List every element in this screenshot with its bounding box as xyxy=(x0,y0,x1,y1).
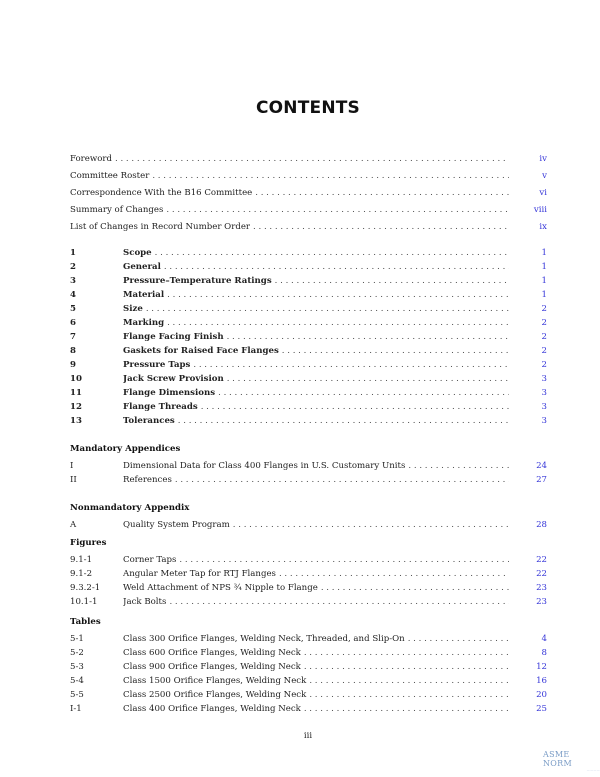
appendix-number: I xyxy=(70,461,74,471)
toc-entry-summary-of-changes[interactable] xyxy=(70,203,547,217)
toc-appendix-A[interactable] xyxy=(70,518,547,532)
appendix-number: II xyxy=(70,475,77,485)
dot-leader xyxy=(233,518,509,532)
toc-page-link[interactable]: 3 xyxy=(541,402,547,412)
toc-table-5-2[interactable] xyxy=(70,646,547,660)
toc-label: Angular Meter Tap for RTJ Flanges xyxy=(123,569,276,579)
toc-label: Jack Screw Provision xyxy=(123,374,224,384)
section-number: 3 xyxy=(70,276,76,286)
toc-label: Class 300 Orifice Flanges, Welding Neck, Threaded, and Slip-On xyxy=(123,634,405,644)
section-number: 13 xyxy=(70,416,82,426)
toc-page-link[interactable]: 2 xyxy=(541,332,547,342)
section-number: 11 xyxy=(70,388,82,398)
toc-page-link[interactable]: 3 xyxy=(541,416,547,426)
toc-page-link[interactable]: 22 xyxy=(536,569,547,579)
page-title: CONTENTS xyxy=(255,98,361,118)
toc-label: Flange Dimensions xyxy=(123,388,216,398)
section-heading-figures: Figures xyxy=(70,538,107,548)
toc-label: Quality System Program xyxy=(123,520,230,530)
dot-leader xyxy=(178,414,509,428)
section-number: 8 xyxy=(70,346,76,356)
dot-leader xyxy=(166,203,509,217)
toc-page-link[interactable]: 24 xyxy=(536,461,547,471)
toc-page-link[interactable]: 1 xyxy=(541,276,547,286)
section-number: 10 xyxy=(70,374,82,384)
toc-page-link[interactable]: 4 xyxy=(541,634,547,644)
dot-leader xyxy=(175,473,509,487)
dot-leader xyxy=(321,581,509,595)
toc-table-5-4[interactable] xyxy=(70,674,547,688)
toc-figure-9-1-1[interactable] xyxy=(70,553,547,567)
toc-label: Jack Bolts xyxy=(123,597,167,607)
appendix-number: A xyxy=(70,520,77,530)
dot-leader xyxy=(279,567,509,581)
toc-figure-9-1-2[interactable] xyxy=(70,567,547,581)
toc-page-link[interactable]: 1 xyxy=(541,290,547,300)
toc-label: Gaskets for Raised Face Flanges xyxy=(123,346,279,356)
toc-section-6[interactable] xyxy=(70,316,547,330)
toc-page-link[interactable]: 1 xyxy=(541,262,547,272)
toc-page-link[interactable]: 2 xyxy=(541,360,547,370)
toc-page-link[interactable]: 23 xyxy=(536,597,547,607)
figure-number: 9.3.2-1 xyxy=(70,583,101,593)
dot-leader xyxy=(408,632,509,646)
dot-leader xyxy=(167,288,509,302)
toc-table-5-3[interactable] xyxy=(70,660,547,674)
table-number: 5-1 xyxy=(70,634,84,644)
toc-entry-foreword[interactable] xyxy=(70,152,547,166)
toc-page-link[interactable]: 28 xyxy=(536,520,547,530)
dot-leader xyxy=(218,386,509,400)
section-number: 6 xyxy=(70,318,76,328)
section-number: 9 xyxy=(70,360,76,370)
toc-label: Material xyxy=(123,290,165,300)
figure-number: 9.1-1 xyxy=(70,555,93,565)
toc-appendix-I[interactable] xyxy=(70,459,547,473)
toc-label: Flange Threads xyxy=(123,402,198,412)
section-number: 7 xyxy=(70,332,76,342)
toc-table-5-5[interactable] xyxy=(70,688,547,702)
toc-label: Committee Roster xyxy=(70,171,150,181)
table-number: 5-4 xyxy=(70,676,84,686)
dot-leader xyxy=(255,186,509,200)
toc-page-link[interactable]: 2 xyxy=(541,346,547,356)
toc-section-3[interactable] xyxy=(70,274,547,288)
table-number: 5-5 xyxy=(70,690,84,700)
toc-section-9[interactable] xyxy=(70,358,547,372)
dot-leader xyxy=(282,344,509,358)
dot-leader xyxy=(193,358,509,372)
toc-section-4[interactable] xyxy=(70,288,547,302)
toc-page-link[interactable]: 2 xyxy=(541,304,547,314)
toc-label: Flange Facing Finish xyxy=(123,332,224,342)
toc-label: Foreword xyxy=(70,154,112,164)
dot-leader xyxy=(146,302,509,316)
toc-section-5[interactable] xyxy=(70,302,547,316)
toc-page-link[interactable]: 20 xyxy=(536,690,547,700)
section-heading-tables: Tables xyxy=(70,617,101,627)
toc-table-I-1[interactable] xyxy=(70,702,547,716)
toc-label: Marking xyxy=(123,318,165,328)
toc-section-8[interactable] xyxy=(70,344,547,358)
toc-figure-9-3-2-1[interactable] xyxy=(70,581,547,595)
section-heading-nonmandatory-appendix: Nonmandatory Appendix xyxy=(70,503,190,513)
toc-entry-list-of-changes[interactable] xyxy=(70,220,547,234)
toc-label: Class 1500 Orifice Flanges, Welding Neck xyxy=(123,676,307,686)
section-number: 4 xyxy=(70,290,76,300)
toc-section-10[interactable] xyxy=(70,372,547,386)
dot-leader xyxy=(152,169,509,183)
toc-page-link[interactable]: vi xyxy=(539,188,547,198)
toc-page-link[interactable]: ix xyxy=(539,222,547,232)
table-number: I-1 xyxy=(70,704,82,714)
toc-section-2[interactable] xyxy=(70,260,547,274)
toc-page-link[interactable]: 3 xyxy=(541,374,547,384)
dot-leader xyxy=(408,459,509,473)
toc-label: Class 400 Orifice Flanges, Welding Neck xyxy=(123,704,301,714)
section-number: 5 xyxy=(70,304,76,314)
toc-label: Weld Attachment of NPS ¾ Nipple to Flange xyxy=(123,583,318,593)
dot-leader xyxy=(309,674,509,688)
toc-label: Class 2500 Orifice Flanges, Welding Neck xyxy=(123,690,307,700)
toc-page-link[interactable]: iv xyxy=(539,154,547,164)
toc-table-5-1[interactable] xyxy=(70,632,547,646)
toc-page-link[interactable]: 12 xyxy=(536,662,547,672)
dot-leader xyxy=(201,400,509,414)
section-heading-mandatory-appendices: Mandatory Appendices xyxy=(70,444,181,454)
toc-label: Tolerances xyxy=(123,416,175,426)
toc-page-link[interactable]: 16 xyxy=(536,676,547,686)
dot-leader xyxy=(179,553,509,567)
toc-page-link[interactable]: 27 xyxy=(536,475,547,485)
toc-section-12[interactable] xyxy=(70,400,547,414)
toc-page-link[interactable]: 23 xyxy=(536,583,547,593)
dot-leader xyxy=(167,316,509,330)
toc-page-link[interactable]: 22 xyxy=(536,555,547,565)
toc-page-link[interactable]: 1 xyxy=(541,248,547,258)
toc-label: Correspondence With the B16 Committee xyxy=(70,188,253,198)
toc-appendix-II[interactable] xyxy=(70,473,547,487)
toc-page-link[interactable]: 8 xyxy=(541,648,547,658)
toc-label: List of Changes in Record Number Order xyxy=(70,222,251,232)
dot-leader xyxy=(115,152,509,166)
toc-page-link[interactable]: viii xyxy=(533,205,547,215)
section-number: 1 xyxy=(70,248,76,258)
dot-leader xyxy=(253,220,509,234)
toc-label: Dimensional Data for Class 400 Flanges in U.S. Customary Units xyxy=(123,461,406,471)
dot-leader xyxy=(227,330,509,344)
toc-section-11[interactable] xyxy=(70,386,547,400)
toc-entry-correspondence[interactable] xyxy=(70,186,547,200)
toc-section-7[interactable] xyxy=(70,330,547,344)
table-number: 5-2 xyxy=(70,648,84,658)
toc-label: Pressure–Temperature Ratings xyxy=(123,276,272,286)
toc-page-link[interactable]: v xyxy=(542,171,547,181)
dot-leader xyxy=(227,372,509,386)
table-number: 5-3 xyxy=(70,662,84,672)
dot-leader xyxy=(169,595,509,609)
toc-label: Scope xyxy=(123,248,152,258)
asme-norm-watermark-logo xyxy=(543,750,600,772)
toc-label: Pressure Taps xyxy=(123,360,191,370)
figure-number: 9.1-2 xyxy=(70,569,93,579)
section-number: 2 xyxy=(70,262,76,272)
toc-page-link[interactable]: 25 xyxy=(536,704,547,714)
dot-leader xyxy=(304,702,509,716)
watermark-text: ASME NORM xyxy=(543,750,572,768)
toc-label: Summary of Changes xyxy=(70,205,164,215)
page-number: iii xyxy=(303,731,313,741)
toc-entry-committee-roster[interactable] xyxy=(70,169,547,183)
toc-label: References xyxy=(123,475,172,485)
dot-leader xyxy=(275,274,509,288)
dot-leader xyxy=(304,660,509,674)
toc-page-link[interactable]: 3 xyxy=(541,388,547,398)
dot-leader xyxy=(155,246,509,260)
toc-label: Class 600 Orifice Flanges, Welding Neck xyxy=(123,648,301,658)
dot-leader xyxy=(304,646,509,660)
toc-page-link[interactable]: 2 xyxy=(541,318,547,328)
toc-figure-10-1-1[interactable] xyxy=(70,595,547,609)
dot-leader xyxy=(309,688,509,702)
toc-label: Corner Taps xyxy=(123,555,177,565)
watermark-subline: ———— xyxy=(586,768,600,772)
figure-number: 10.1-1 xyxy=(70,597,98,607)
toc-section-13[interactable] xyxy=(70,414,547,428)
toc-section-1[interactable] xyxy=(70,246,547,260)
toc-label: Size xyxy=(123,304,143,314)
section-number: 12 xyxy=(70,402,82,412)
dot-leader xyxy=(164,260,509,274)
toc-label: General xyxy=(123,262,161,272)
toc-label: Class 900 Orifice Flanges, Welding Neck xyxy=(123,662,301,672)
